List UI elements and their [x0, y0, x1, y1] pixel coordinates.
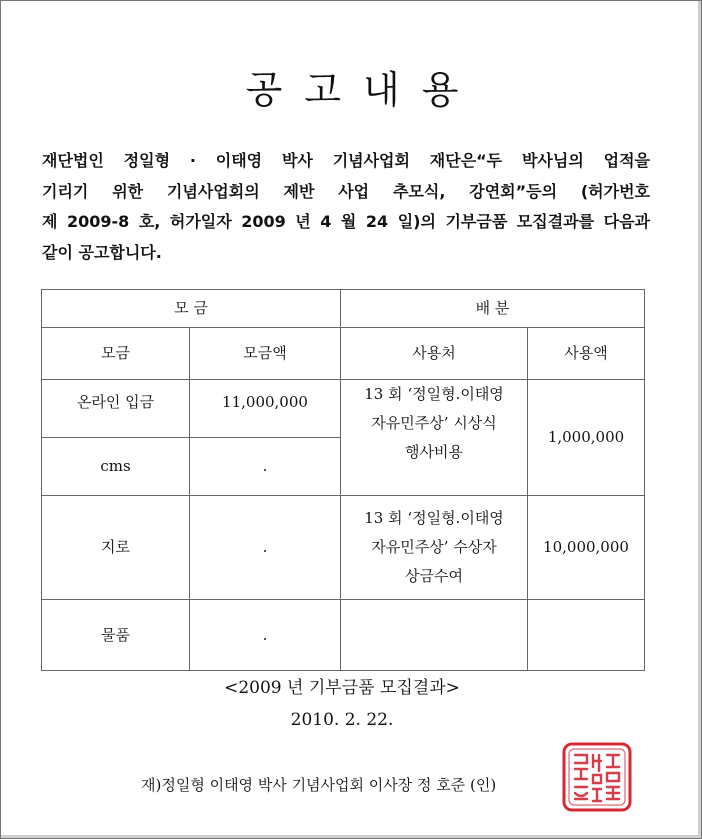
- allocation-usage-2-line: 자유민주상’ 수상자: [371, 538, 497, 556]
- row-source-goods: 물품: [42, 600, 190, 671]
- allocation-empty-cell: [528, 600, 645, 671]
- intro-line-2: 기리기 위한 기념사업회의 제반 사업 추모식, 강연회”등의 (허가번호: [42, 181, 650, 201]
- intro-line-3: 제 2009-8 호, 허가일자 2009 년 4 월 24 일)의 기부금품 모집결과를 다음과: [42, 212, 650, 231]
- announcement-date: 2010. 2. 22.: [290, 710, 394, 730]
- signature-line: 재)정일형 이태영 박사 기념사업회 이사장 정 호준 (인): [141, 776, 497, 794]
- column-header-source: 모금: [42, 328, 190, 380]
- column-header-usage-amount: 사용액: [528, 328, 645, 380]
- column-header-amount: 모금액: [190, 328, 341, 380]
- row-amount-online: 11,000,000: [190, 380, 341, 438]
- table-caption: <2009 년 기부금품 모집결과>: [224, 678, 460, 698]
- allocation-usage-1-line: 13 회 ‘정일형.이태영: [364, 385, 504, 403]
- allocation-usage-2: [341, 496, 528, 600]
- allocation-empty-cell: [341, 600, 528, 671]
- intro-line-1: 재단법인 정일형 · 이태영 박사 기념사업회 재단은“두 박사님의 업적을: [42, 151, 650, 170]
- document-title: 공고내용: [245, 68, 481, 112]
- allocation-usage-1: [341, 380, 528, 496]
- group-header-collection: 모 금: [42, 290, 341, 328]
- official-seal-icon: [561, 741, 633, 813]
- row-amount-giro: .: [190, 496, 341, 600]
- allocation-usage-1-line: 행사비용: [405, 443, 463, 461]
- column-header-usage: 사용처: [341, 328, 528, 380]
- group-header-distribution: 배 분: [341, 290, 645, 328]
- row-amount-goods: .: [190, 600, 341, 671]
- intro-line-4: 같이 공고합니다.: [42, 242, 162, 262]
- row-amount-cms: .: [190, 438, 341, 496]
- row-source-cms: cms: [42, 438, 190, 496]
- donation-results-table: [41, 289, 645, 671]
- allocation-usage-1-line: 자유민주상’ 시상식: [371, 414, 497, 432]
- allocation-amount-2: 10,000,000: [528, 496, 645, 600]
- row-source-giro: 지로: [42, 496, 190, 600]
- row-source-online: 온라인 입금: [42, 380, 190, 438]
- allocation-usage-2-line: 13 회 ‘정일형.이태영: [364, 509, 504, 527]
- intro-paragraph: [42, 146, 650, 268]
- allocation-amount-1: 1,000,000: [528, 380, 645, 496]
- allocation-usage-2-line: 상금수여: [405, 567, 463, 585]
